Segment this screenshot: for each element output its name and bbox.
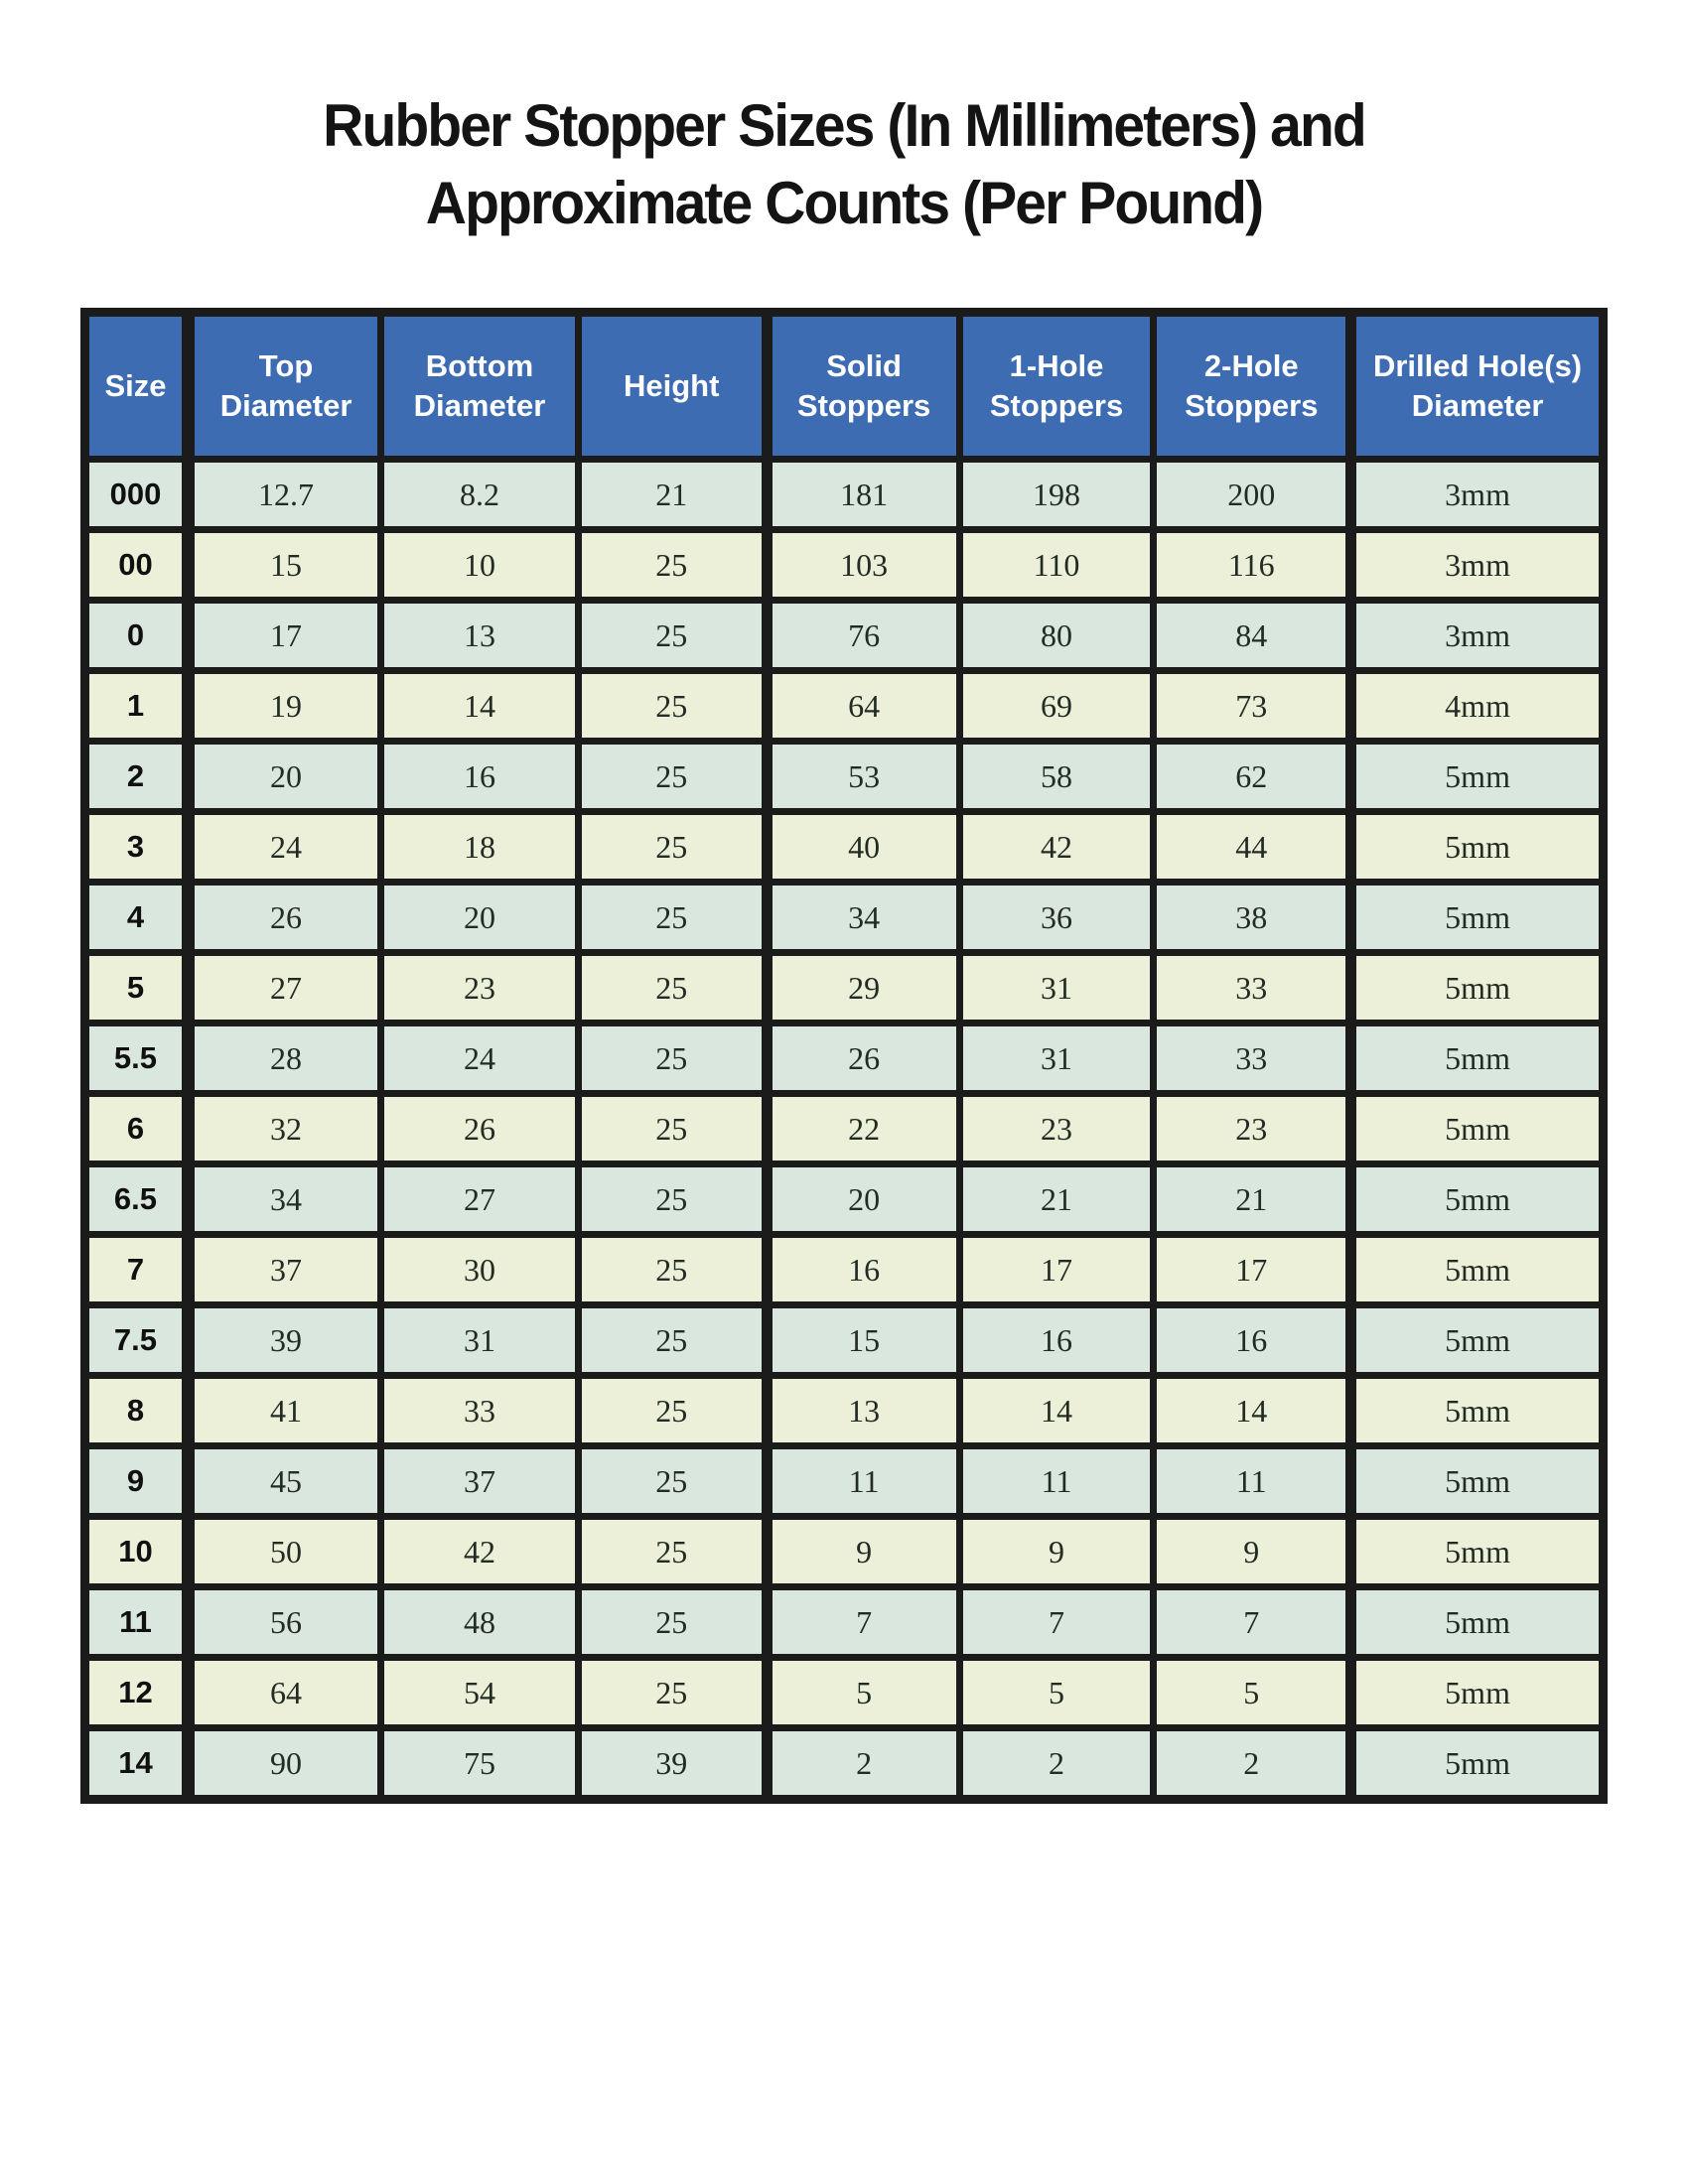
page-title-line-1: Rubber Stopper Sizes (In Millimeters) and — [323, 92, 1365, 159]
drilled-diameter-cell: 5mm — [1351, 1658, 1604, 1728]
column-header-top-diameter: Top Diameter — [188, 313, 380, 460]
2-hole-stoppers-cell: 62 — [1154, 742, 1351, 812]
drilled-diameter-cell: 5mm — [1351, 1728, 1604, 1800]
top-diameter-cell: 28 — [188, 1024, 380, 1094]
bottom-diameter-cell: 33 — [381, 1376, 579, 1446]
top-diameter-cell: 39 — [188, 1305, 380, 1376]
solid-stoppers-cell: 5 — [767, 1658, 959, 1728]
top-diameter-cell: 27 — [188, 953, 380, 1024]
2-hole-stoppers-cell: 116 — [1154, 530, 1351, 601]
table-row — [85, 1587, 1604, 1658]
drilled-diameter-cell: 5mm — [1351, 1376, 1604, 1446]
bottom-diameter-cell: 75 — [381, 1728, 579, 1800]
size-cell: 2 — [85, 742, 189, 812]
size-cell: 000 — [85, 460, 189, 530]
bottom-diameter-cell: 23 — [381, 953, 579, 1024]
bottom-diameter-cell: 26 — [381, 1094, 579, 1164]
table-row — [85, 530, 1604, 601]
2-hole-stoppers-cell: 7 — [1154, 1587, 1351, 1658]
2-hole-stoppers-cell: 84 — [1154, 601, 1351, 671]
height-cell: 25 — [578, 1517, 767, 1587]
drilled-diameter-cell: 3mm — [1351, 530, 1604, 601]
2-hole-stoppers-cell: 2 — [1154, 1728, 1351, 1800]
bottom-diameter-cell: 18 — [381, 812, 579, 883]
drilled-diameter-cell: 5mm — [1351, 742, 1604, 812]
1-hole-stoppers-cell: 42 — [959, 812, 1154, 883]
height-cell: 21 — [578, 460, 767, 530]
size-cell: 10 — [85, 1517, 189, 1587]
size-cell: 12 — [85, 1658, 189, 1728]
1-hole-stoppers-cell: 58 — [959, 742, 1154, 812]
2-hole-stoppers-cell: 200 — [1154, 460, 1351, 530]
drilled-diameter-cell: 5mm — [1351, 1446, 1604, 1517]
top-diameter-cell: 45 — [188, 1446, 380, 1517]
drilled-diameter-cell: 3mm — [1351, 460, 1604, 530]
size-cell: 0 — [85, 601, 189, 671]
height-cell: 25 — [578, 883, 767, 953]
top-diameter-cell: 17 — [188, 601, 380, 671]
column-header-1-hole-stoppers: 1-Hole Stoppers — [959, 313, 1154, 460]
drilled-diameter-cell: 5mm — [1351, 883, 1604, 953]
size-cell: 5 — [85, 953, 189, 1024]
2-hole-stoppers-cell: 38 — [1154, 883, 1351, 953]
table-body — [85, 460, 1604, 1800]
2-hole-stoppers-cell: 14 — [1154, 1376, 1351, 1446]
2-hole-stoppers-cell: 5 — [1154, 1658, 1351, 1728]
bottom-diameter-cell: 14 — [381, 671, 579, 742]
bottom-diameter-cell: 30 — [381, 1235, 579, 1305]
1-hole-stoppers-cell: 31 — [959, 1024, 1154, 1094]
size-cell: 5.5 — [85, 1024, 189, 1094]
height-cell: 25 — [578, 1658, 767, 1728]
height-cell: 25 — [578, 530, 767, 601]
1-hole-stoppers-cell: 21 — [959, 1164, 1154, 1235]
table-row — [85, 671, 1604, 742]
drilled-diameter-cell: 5mm — [1351, 1305, 1604, 1376]
drilled-diameter-cell: 5mm — [1351, 812, 1604, 883]
column-header-2-hole-stoppers: 2-Hole Stoppers — [1154, 313, 1351, 460]
table-row — [85, 1446, 1604, 1517]
top-diameter-cell: 41 — [188, 1376, 380, 1446]
table-row — [85, 1517, 1604, 1587]
top-diameter-cell: 19 — [188, 671, 380, 742]
height-cell: 25 — [578, 1446, 767, 1517]
table-wrapper — [80, 308, 1608, 1804]
top-diameter-cell: 12.7 — [188, 460, 380, 530]
2-hole-stoppers-cell: 33 — [1154, 1024, 1351, 1094]
drilled-diameter-cell: 5mm — [1351, 1094, 1604, 1164]
column-header-size: Size — [85, 313, 189, 460]
1-hole-stoppers-cell: 36 — [959, 883, 1154, 953]
1-hole-stoppers-cell: 14 — [959, 1376, 1154, 1446]
solid-stoppers-cell: 181 — [767, 460, 959, 530]
solid-stoppers-cell: 76 — [767, 601, 959, 671]
table-row — [85, 601, 1604, 671]
solid-stoppers-cell: 103 — [767, 530, 959, 601]
drilled-diameter-cell: 5mm — [1351, 1024, 1604, 1094]
size-cell: 6 — [85, 1094, 189, 1164]
table-row — [85, 812, 1604, 883]
solid-stoppers-cell: 2 — [767, 1728, 959, 1800]
height-cell: 25 — [578, 601, 767, 671]
1-hole-stoppers-cell: 69 — [959, 671, 1154, 742]
drilled-diameter-cell: 5mm — [1351, 1164, 1604, 1235]
height-cell: 39 — [578, 1728, 767, 1800]
table-row — [85, 953, 1604, 1024]
column-header-drilled-diameter: Drilled Hole(s) Diameter — [1351, 313, 1604, 460]
solid-stoppers-cell: 11 — [767, 1446, 959, 1517]
2-hole-stoppers-cell: 17 — [1154, 1235, 1351, 1305]
drilled-diameter-cell: 4mm — [1351, 671, 1604, 742]
column-header-height: Height — [578, 313, 767, 460]
solid-stoppers-cell: 7 — [767, 1587, 959, 1658]
size-cell: 3 — [85, 812, 189, 883]
solid-stoppers-cell: 15 — [767, 1305, 959, 1376]
bottom-diameter-cell: 42 — [381, 1517, 579, 1587]
drilled-diameter-cell: 5mm — [1351, 1235, 1604, 1305]
solid-stoppers-cell: 13 — [767, 1376, 959, 1446]
table-row — [85, 1305, 1604, 1376]
size-cell: 9 — [85, 1446, 189, 1517]
solid-stoppers-cell: 64 — [767, 671, 959, 742]
height-cell: 25 — [578, 953, 767, 1024]
table-row — [85, 883, 1604, 953]
solid-stoppers-cell: 29 — [767, 953, 959, 1024]
page-title-line-2: Approximate Counts (Per Pound) — [425, 170, 1263, 236]
bottom-diameter-cell: 48 — [381, 1587, 579, 1658]
drilled-diameter-cell: 3mm — [1351, 601, 1604, 671]
table-row — [85, 1024, 1604, 1094]
size-cell: 1 — [85, 671, 189, 742]
column-header-bottom-diameter: Bottom Diameter — [381, 313, 579, 460]
top-diameter-cell: 56 — [188, 1587, 380, 1658]
1-hole-stoppers-cell: 110 — [959, 530, 1154, 601]
top-diameter-cell: 37 — [188, 1235, 380, 1305]
table-row — [85, 1658, 1604, 1728]
bottom-diameter-cell: 16 — [381, 742, 579, 812]
bottom-diameter-cell: 31 — [381, 1305, 579, 1376]
1-hole-stoppers-cell: 2 — [959, 1728, 1154, 1800]
height-cell: 25 — [578, 1164, 767, 1235]
solid-stoppers-cell: 40 — [767, 812, 959, 883]
drilled-diameter-cell: 5mm — [1351, 1517, 1604, 1587]
1-hole-stoppers-cell: 23 — [959, 1094, 1154, 1164]
height-cell: 25 — [578, 742, 767, 812]
height-cell: 25 — [578, 1094, 767, 1164]
1-hole-stoppers-cell: 16 — [959, 1305, 1154, 1376]
solid-stoppers-cell: 34 — [767, 883, 959, 953]
top-diameter-cell: 90 — [188, 1728, 380, 1800]
1-hole-stoppers-cell: 80 — [959, 601, 1154, 671]
top-diameter-cell: 26 — [188, 883, 380, 953]
2-hole-stoppers-cell: 44 — [1154, 812, 1351, 883]
top-diameter-cell: 64 — [188, 1658, 380, 1728]
height-cell: 25 — [578, 1024, 767, 1094]
2-hole-stoppers-cell: 11 — [1154, 1446, 1351, 1517]
2-hole-stoppers-cell: 9 — [1154, 1517, 1351, 1587]
size-cell: 6.5 — [85, 1164, 189, 1235]
table-row — [85, 742, 1604, 812]
2-hole-stoppers-cell: 21 — [1154, 1164, 1351, 1235]
bottom-diameter-cell: 37 — [381, 1446, 579, 1517]
header-row — [85, 313, 1604, 460]
1-hole-stoppers-cell: 11 — [959, 1446, 1154, 1517]
drilled-diameter-cell: 5mm — [1351, 953, 1604, 1024]
top-diameter-cell: 34 — [188, 1164, 380, 1235]
page-title — [43, 87, 1646, 242]
size-cell: 4 — [85, 883, 189, 953]
1-hole-stoppers-cell: 31 — [959, 953, 1154, 1024]
stopper-size-table — [80, 308, 1608, 1804]
size-cell: 7 — [85, 1235, 189, 1305]
bottom-diameter-cell: 8.2 — [381, 460, 579, 530]
table-row — [85, 1728, 1604, 1800]
1-hole-stoppers-cell: 5 — [959, 1658, 1154, 1728]
size-cell: 7.5 — [85, 1305, 189, 1376]
bottom-diameter-cell: 27 — [381, 1164, 579, 1235]
2-hole-stoppers-cell: 16 — [1154, 1305, 1351, 1376]
top-diameter-cell: 32 — [188, 1094, 380, 1164]
height-cell: 25 — [578, 1587, 767, 1658]
size-cell: 11 — [85, 1587, 189, 1658]
table-row — [85, 1164, 1604, 1235]
1-hole-stoppers-cell: 198 — [959, 460, 1154, 530]
column-header-solid-stoppers: Solid Stoppers — [767, 313, 959, 460]
1-hole-stoppers-cell: 9 — [959, 1517, 1154, 1587]
size-cell: 8 — [85, 1376, 189, 1446]
solid-stoppers-cell: 20 — [767, 1164, 959, 1235]
bottom-diameter-cell: 54 — [381, 1658, 579, 1728]
solid-stoppers-cell: 22 — [767, 1094, 959, 1164]
solid-stoppers-cell: 53 — [767, 742, 959, 812]
top-diameter-cell: 15 — [188, 530, 380, 601]
top-diameter-cell: 20 — [188, 742, 380, 812]
size-cell: 00 — [85, 530, 189, 601]
table-row — [85, 460, 1604, 530]
bottom-diameter-cell: 10 — [381, 530, 579, 601]
table-row — [85, 1376, 1604, 1446]
1-hole-stoppers-cell: 7 — [959, 1587, 1154, 1658]
2-hole-stoppers-cell: 23 — [1154, 1094, 1351, 1164]
1-hole-stoppers-cell: 17 — [959, 1235, 1154, 1305]
solid-stoppers-cell: 26 — [767, 1024, 959, 1094]
height-cell: 25 — [578, 812, 767, 883]
height-cell: 25 — [578, 1235, 767, 1305]
height-cell: 25 — [578, 1376, 767, 1446]
bottom-diameter-cell: 20 — [381, 883, 579, 953]
2-hole-stoppers-cell: 33 — [1154, 953, 1351, 1024]
solid-stoppers-cell: 9 — [767, 1517, 959, 1587]
table-row — [85, 1094, 1604, 1164]
bottom-diameter-cell: 24 — [381, 1024, 579, 1094]
2-hole-stoppers-cell: 73 — [1154, 671, 1351, 742]
height-cell: 25 — [578, 671, 767, 742]
bottom-diameter-cell: 13 — [381, 601, 579, 671]
top-diameter-cell: 24 — [188, 812, 380, 883]
drilled-diameter-cell: 5mm — [1351, 1587, 1604, 1658]
table-row — [85, 1235, 1604, 1305]
solid-stoppers-cell: 16 — [767, 1235, 959, 1305]
size-cell: 14 — [85, 1728, 189, 1800]
top-diameter-cell: 50 — [188, 1517, 380, 1587]
height-cell: 25 — [578, 1305, 767, 1376]
